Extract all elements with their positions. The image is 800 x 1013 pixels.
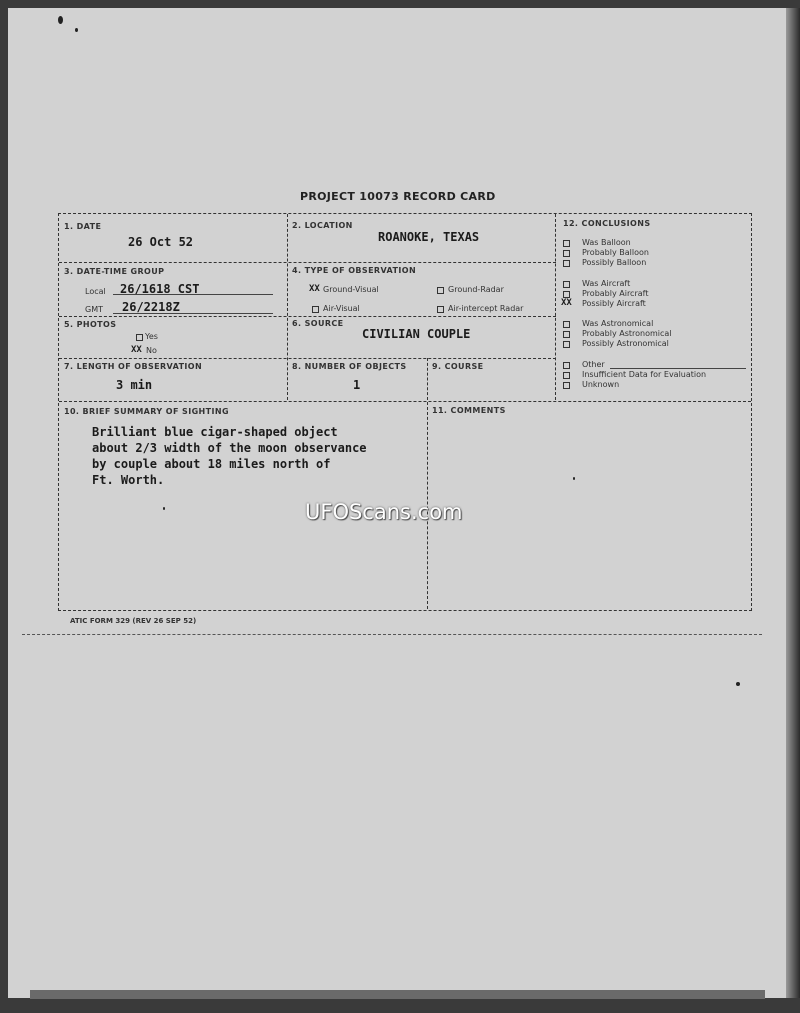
source-value: CIVILIAN COUPLE bbox=[362, 327, 471, 341]
probably-balloon-option: Probably Balloon bbox=[582, 248, 649, 257]
photos-no-option: No bbox=[146, 346, 157, 355]
air-intercept-radar-checkbox[interactable] bbox=[437, 306, 444, 313]
conclusions-label: 12. CONCLUSIONS bbox=[563, 219, 651, 228]
was-aircraft-checkbox[interactable] bbox=[563, 281, 570, 288]
possibly-aircraft-option: Possibly Aircraft bbox=[582, 299, 646, 308]
insufficient-data-checkbox[interactable] bbox=[563, 372, 570, 379]
probably-astronomical-checkbox[interactable] bbox=[563, 331, 570, 338]
scan-speck bbox=[75, 28, 78, 32]
course-label: 9. COURSE bbox=[432, 362, 484, 371]
other-underline bbox=[610, 368, 746, 369]
page-bottom-edge bbox=[30, 990, 765, 999]
ground-radar-checkbox[interactable] bbox=[437, 287, 444, 294]
summary-line: by couple about 18 miles north of bbox=[92, 457, 331, 471]
length-label: 7. LENGTH OF OBSERVATION bbox=[64, 362, 203, 371]
probably-balloon-checkbox[interactable] bbox=[563, 250, 570, 257]
insufficient-data-option: Insufficient Data for Evaluation bbox=[582, 370, 707, 379]
location-value: ROANOKE, TEXAS bbox=[378, 230, 480, 244]
probably-astronomical-option: Probably Astronomical bbox=[582, 329, 672, 338]
ground-visual-check[interactable]: XX bbox=[309, 284, 320, 294]
page-edge-shadow bbox=[786, 8, 800, 998]
divider bbox=[555, 214, 556, 400]
air-visual-checkbox[interactable] bbox=[312, 306, 319, 313]
summary-line: Ft. Worth. bbox=[92, 473, 165, 487]
divider bbox=[287, 214, 288, 400]
ground-visual-option: Ground-Visual bbox=[323, 285, 379, 294]
source-label: 6. SOURCE bbox=[292, 319, 344, 328]
date-label: 1. DATE bbox=[64, 222, 102, 231]
card-title: PROJECT 10073 RECORD CARD bbox=[300, 190, 496, 203]
form-number: ATIC FORM 329 (REV 26 SEP 52) bbox=[70, 617, 197, 625]
num-objects-label: 8. NUMBER OF OBJECTS bbox=[292, 362, 407, 371]
dtg-gmt-label: GMT bbox=[85, 305, 103, 314]
was-astronomical-checkbox[interactable] bbox=[563, 321, 570, 328]
dtg-gmt-value: 26/2218Z bbox=[122, 300, 180, 314]
num-objects-value: 1 bbox=[353, 378, 361, 392]
divider bbox=[59, 401, 751, 402]
dtg-local-label: Local bbox=[85, 287, 106, 296]
photos-label: 5. PHOTOS bbox=[64, 320, 117, 329]
divider bbox=[59, 262, 556, 263]
summary-line: Brilliant blue cigar-shaped object bbox=[92, 425, 338, 439]
was-astronomical-option: Was Astronomical bbox=[582, 319, 654, 328]
comments-label: 11. COMMENTS bbox=[432, 406, 506, 415]
divider bbox=[59, 358, 556, 359]
was-balloon-checkbox[interactable] bbox=[563, 240, 570, 247]
probably-aircraft-option: Probably Aircraft bbox=[582, 289, 649, 298]
ground-radar-option: Ground-Radar bbox=[448, 285, 504, 294]
probably-aircraft-checkbox[interactable] bbox=[563, 291, 570, 298]
photos-yes-option: Yes bbox=[145, 332, 158, 341]
divider bbox=[427, 358, 428, 400]
dtg-local-value: 26/1618 CST bbox=[120, 282, 200, 296]
other-option: Other bbox=[582, 360, 605, 369]
unknown-option: Unknown bbox=[582, 380, 620, 389]
air-intercept-radar-option: Air-intercept Radar bbox=[448, 304, 524, 313]
possibly-balloon-checkbox[interactable] bbox=[563, 260, 570, 267]
possibly-aircraft-check[interactable]: XX bbox=[561, 298, 572, 308]
summary-label: 10. BRIEF SUMMARY OF SIGHTING bbox=[64, 407, 229, 416]
summary-text bbox=[92, 424, 367, 488]
summary-line: about 2/3 width of the moon observance bbox=[92, 441, 367, 455]
was-aircraft-option: Was Aircraft bbox=[582, 279, 631, 288]
date-value: 26 Oct 52 bbox=[128, 235, 194, 249]
location-label: 2. LOCATION bbox=[292, 221, 353, 230]
air-visual-option: Air-Visual bbox=[323, 304, 360, 313]
photos-no-check[interactable]: XX bbox=[131, 345, 142, 355]
scan-speck bbox=[58, 16, 63, 24]
unknown-checkbox[interactable] bbox=[563, 382, 570, 389]
separator-line bbox=[22, 634, 762, 635]
length-value: 3 min bbox=[116, 378, 153, 392]
dtg-gmt-underline bbox=[113, 313, 273, 314]
other-checkbox[interactable] bbox=[563, 362, 570, 369]
watermark: UFOScans.com bbox=[305, 500, 463, 524]
dtg-local-underline bbox=[113, 294, 273, 295]
scan-speck bbox=[736, 682, 740, 686]
type-obs-label: 4. TYPE OF OBSERVATION bbox=[292, 266, 417, 275]
possibly-astronomical-checkbox[interactable] bbox=[563, 341, 570, 348]
photos-yes-checkbox[interactable] bbox=[136, 334, 143, 341]
divider bbox=[59, 316, 556, 317]
was-balloon-option: Was Balloon bbox=[582, 238, 631, 247]
possibly-astronomical-option: Possibly Astronomical bbox=[582, 339, 669, 348]
possibly-balloon-option: Possibly Balloon bbox=[582, 258, 647, 267]
dtg-label: 3. DATE-TIME GROUP bbox=[64, 267, 165, 276]
